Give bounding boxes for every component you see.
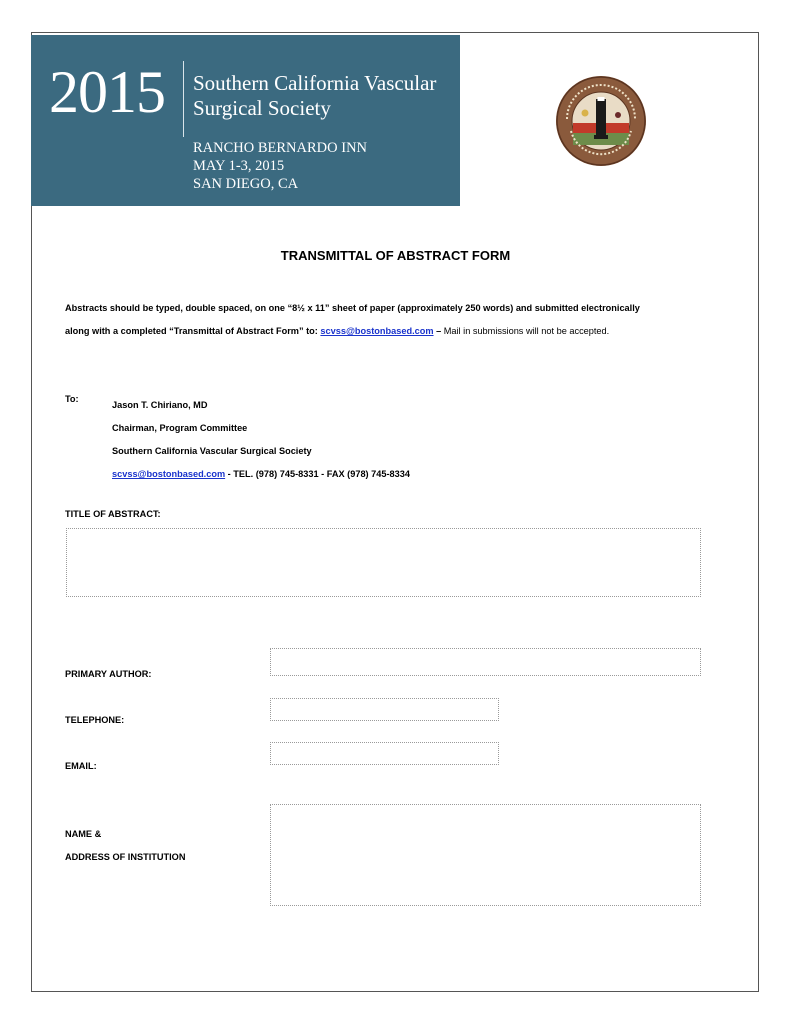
banner-org-line2: Surgical Society <box>193 96 331 120</box>
institution-label-line2: ADDRESS OF INSTITUTION <box>65 852 186 862</box>
banner-city: SAN DIEGO, CA <box>193 176 299 192</box>
abstract-title-field[interactable] <box>66 528 701 597</box>
banner-venue: RANCHO BERNARDO INN <box>193 140 368 156</box>
conference-banner <box>31 35 460 206</box>
banner-event-info <box>193 139 367 193</box>
institution-label-line1: NAME & <box>65 829 102 839</box>
instructions-line1: Abstracts should be typed, double spaced, on one “8½ x 11” sheet of paper (approximately 250 words) and submitted electronically <box>65 303 640 313</box>
recipient-role: Chairman, Program Committee <box>112 423 248 433</box>
institution-field[interactable] <box>270 804 701 906</box>
telephone-field[interactable] <box>270 698 499 721</box>
instructions-prefix: along with a completed “Transmittal of Abstract Form” to: <box>65 326 321 336</box>
institution-label <box>65 823 185 869</box>
instructions-note: Mail in submissions will not be accepted. <box>443 326 610 336</box>
recipient-name: Jason T. Chiriano, MD <box>112 400 208 410</box>
primary-author-label: PRIMARY AUTHOR: <box>65 669 152 679</box>
recipient-block <box>112 394 410 486</box>
page-title: TRANSMITTAL OF ABSTRACT FORM <box>280 248 511 263</box>
email-label: EMAIL: <box>65 761 97 771</box>
recipient-email-link[interactable]: scvss@bostonbased.com <box>112 469 226 479</box>
banner-org-line1: Southern California Vascular <box>193 71 437 95</box>
banner-dates: MAY 1-3, 2015 <box>193 158 285 174</box>
recipient-phone-fax: - TEL. (978) 745-8331 - FAX (978) 745-8334 <box>225 469 410 479</box>
recipient-contact <box>112 463 410 486</box>
telephone-label: TELEPHONE: <box>65 715 125 725</box>
email-field[interactable] <box>270 742 499 765</box>
abstract-title-label: TITLE OF ABSTRACT: <box>65 509 161 519</box>
banner-divider <box>183 61 184 137</box>
instructions-line2 <box>65 320 725 343</box>
banner-year: 2015 <box>49 59 165 125</box>
submission-instructions <box>65 297 725 343</box>
primary-author-field[interactable] <box>270 648 701 676</box>
society-seal-icon <box>555 75 647 167</box>
instructions-dash: – <box>433 326 444 336</box>
submission-email-link[interactable]: scvss@bostonbased.com <box>320 326 434 336</box>
banner-organization <box>193 71 436 121</box>
recipient-organization: Southern California Vascular Surgical Society <box>112 446 312 456</box>
to-label: To: <box>65 394 79 404</box>
